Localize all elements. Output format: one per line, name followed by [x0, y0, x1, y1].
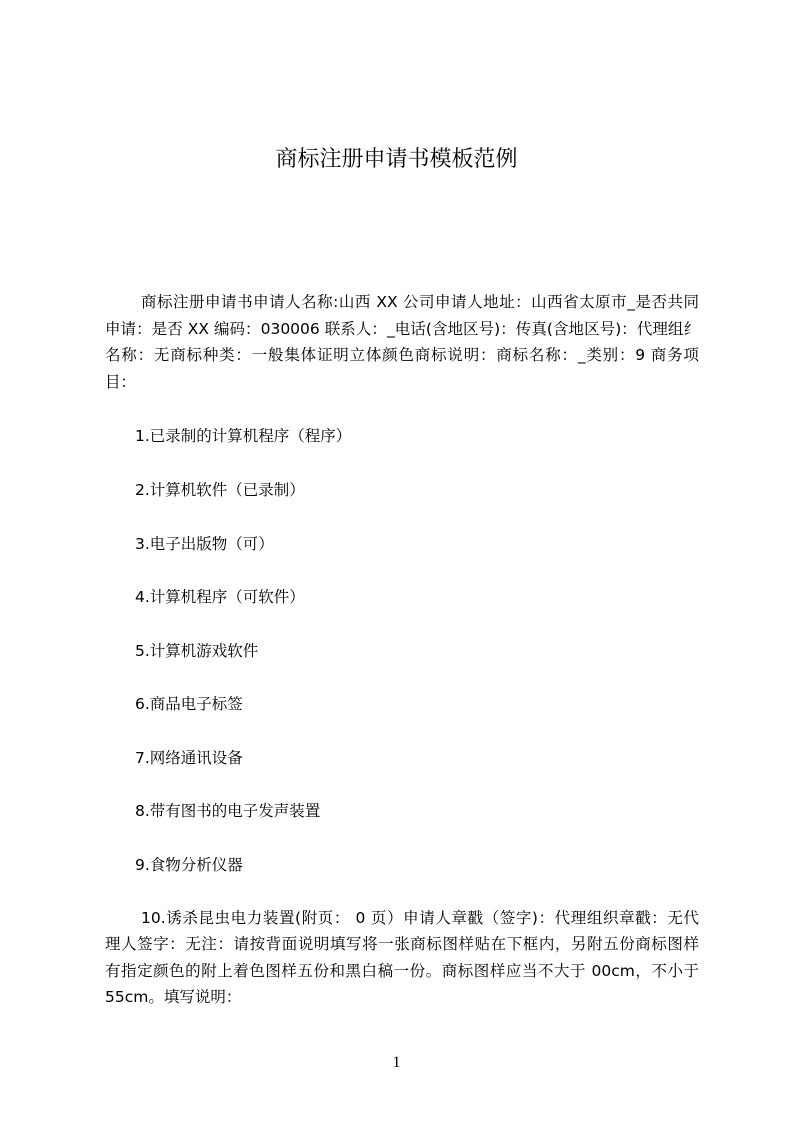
list-item: 9.食物分析仪器 [135, 856, 243, 874]
page-number: 1 [392, 1054, 401, 1071]
list-item: 1.已录制的计算机程序（程序） [135, 427, 352, 445]
text-line: 有指定颜色的附上着色图样五份和黑白稿一份。商标图样应当不大于 00cm，不小于 [105, 962, 699, 980]
text-line: 申请：是否 XX 编码：030006 联系人：_电话(含地区号)：传真(含地区号)：代理组纟 [105, 320, 699, 338]
list-item: 6.商品电子标签 [135, 695, 243, 713]
list-item: 5.计算机游戏软件 [135, 642, 259, 660]
document-title: 商标注册申请书模板范例 [275, 147, 518, 172]
list-item: 2.计算机软件（已录制） [135, 481, 305, 499]
text-line: 10.诱杀昆虫电力装置(附页： 0 页）申请人章戳（签字)：代理组织章戳：无代 [141, 909, 699, 927]
list-item: 8.带有图书的电子发声装置 [135, 802, 321, 820]
list-item: 7.网络通讯设备 [135, 749, 243, 767]
text-line: 目： [105, 373, 137, 391]
list-item: 4.计算机程序（可软件） [135, 588, 305, 606]
text-line: 55cm。填写说明： [105, 988, 242, 1006]
text-line: 商标注册申请书申请人名称:山西 XX 公司申请人地址：山西省太原市_是否共同 [141, 293, 699, 311]
text-line: 理人签字：无注：请按背面说明填写将一张商标图样贴在下框内，另附五份商标图样 [105, 935, 699, 953]
list-item: 3.电子出版物（可） [135, 535, 274, 553]
text-line: 名称：无商标种类：一般集体证明立体颜色商标说明：商标名称：_类别：9 商务项 [105, 346, 699, 364]
